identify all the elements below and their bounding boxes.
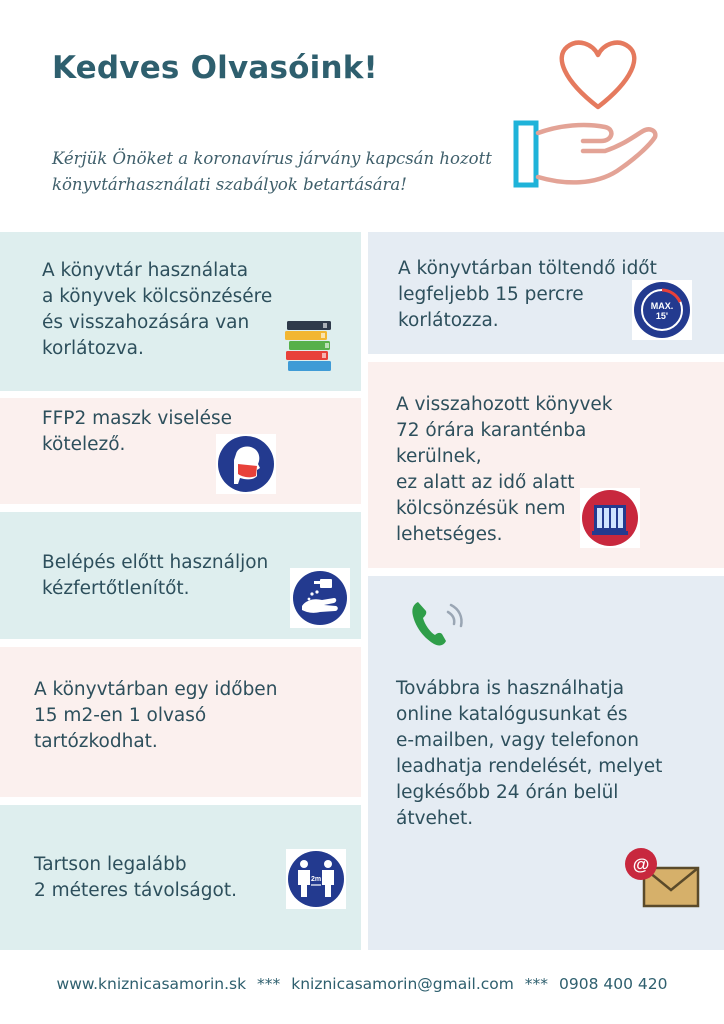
text-line: kerülnek, (396, 446, 482, 467)
text-line: online katalógusunkat és (396, 704, 628, 725)
text-line: korlátozza. (398, 310, 499, 331)
mask-badge (216, 434, 276, 494)
quarantine-books-icon (580, 488, 640, 548)
panel-sanitizer (0, 512, 361, 639)
panel-online (368, 576, 724, 950)
footer (0, 975, 724, 993)
text-line: 15 m2-en 1 olvasó (34, 705, 207, 726)
text-line: korlátozva. (42, 338, 144, 359)
text-line: tartózkodhat. (34, 731, 158, 752)
panel-usage (0, 232, 361, 391)
distance-label: 2m (310, 876, 322, 883)
text-line: legfeljebb 15 percre (398, 284, 584, 305)
text-line: A könyvtár használata (42, 260, 249, 281)
panel-usage-text (42, 258, 272, 362)
panel-mask (0, 398, 361, 504)
panel-online-text (396, 676, 662, 832)
text-line: A könyvtárban töltendő időt (398, 258, 657, 279)
panel-capacity (0, 647, 361, 797)
text-line: kölcsönzésük nem (396, 498, 566, 519)
text-line: e-mailben, vagy telefonon (396, 730, 639, 751)
panel-distance-text (34, 852, 237, 904)
timer-label: MAX. (650, 301, 674, 311)
email-icon (622, 846, 702, 912)
panel-distance (0, 805, 361, 950)
text-line: ez alatt az idő alatt (396, 472, 575, 493)
text-line: 2 méteres távolságot. (34, 880, 237, 901)
text-line: 72 órára karanténba (396, 420, 587, 441)
text-line: leadhatja rendelését, melyet (396, 756, 663, 777)
text-line: kézfertőtlenítőt. (42, 578, 190, 599)
text-line: Belépés előtt használjon (42, 552, 269, 573)
text-line: Továbbra is használhatja (396, 678, 625, 699)
mask-icon (216, 434, 276, 494)
panel-time (368, 232, 724, 354)
timer-badge (632, 280, 692, 340)
subtitle-line-1: Kérjük Önöket a koronavírus járvány kapcsán hozott (52, 149, 492, 168)
text-line: és visszahozására van (42, 312, 250, 333)
page-title: Kedves Olvasóink! (52, 50, 378, 86)
panel-sanitizer-text (42, 550, 268, 602)
text-line: Tartson legalább (34, 854, 187, 875)
text-line: A könyvtárban egy időben (34, 679, 278, 700)
heart-hand-icon (505, 35, 665, 195)
panel-time-text (398, 256, 657, 334)
footer-phone[interactable]: 0908 400 420 (558, 975, 668, 993)
quarantine-badge (580, 488, 640, 548)
text-line: lehetséges. (396, 524, 503, 545)
text-line: FFP2 maszk viselése (42, 408, 233, 429)
text-line: átvehet. (396, 808, 474, 829)
hand-sanitizer-icon (290, 568, 350, 628)
timer-icon (632, 280, 692, 340)
books-icon (283, 319, 333, 373)
distance-badge (286, 849, 346, 909)
footer-email[interactable]: kniznicasamorin@gmail.com (291, 975, 514, 993)
panel-capacity-text (34, 677, 277, 755)
heart-icon (562, 43, 634, 107)
text-line: A visszahozott könyvek (396, 394, 613, 415)
panel-mask-text (42, 406, 232, 458)
text-line: legkésőbb 24 órán belül (396, 782, 619, 803)
page-subtitle (52, 146, 492, 198)
at-sign: @ (632, 855, 650, 874)
timer-value: 15' (655, 311, 669, 321)
footer-website[interactable]: www.kniznicasamorin.sk (56, 975, 247, 993)
footer-separator: *** (257, 975, 281, 993)
sanitizer-badge (290, 568, 350, 628)
text-line: a könyvek kölcsönzésére (42, 286, 273, 307)
text-line: kötelező. (42, 434, 126, 455)
subtitle-line-2: könyvtárhasználati szabályok betartására! (52, 175, 407, 194)
footer-separator: *** (524, 975, 549, 993)
distance-icon (286, 849, 346, 909)
panel-quarantine (368, 362, 724, 568)
phone-icon (408, 596, 468, 648)
